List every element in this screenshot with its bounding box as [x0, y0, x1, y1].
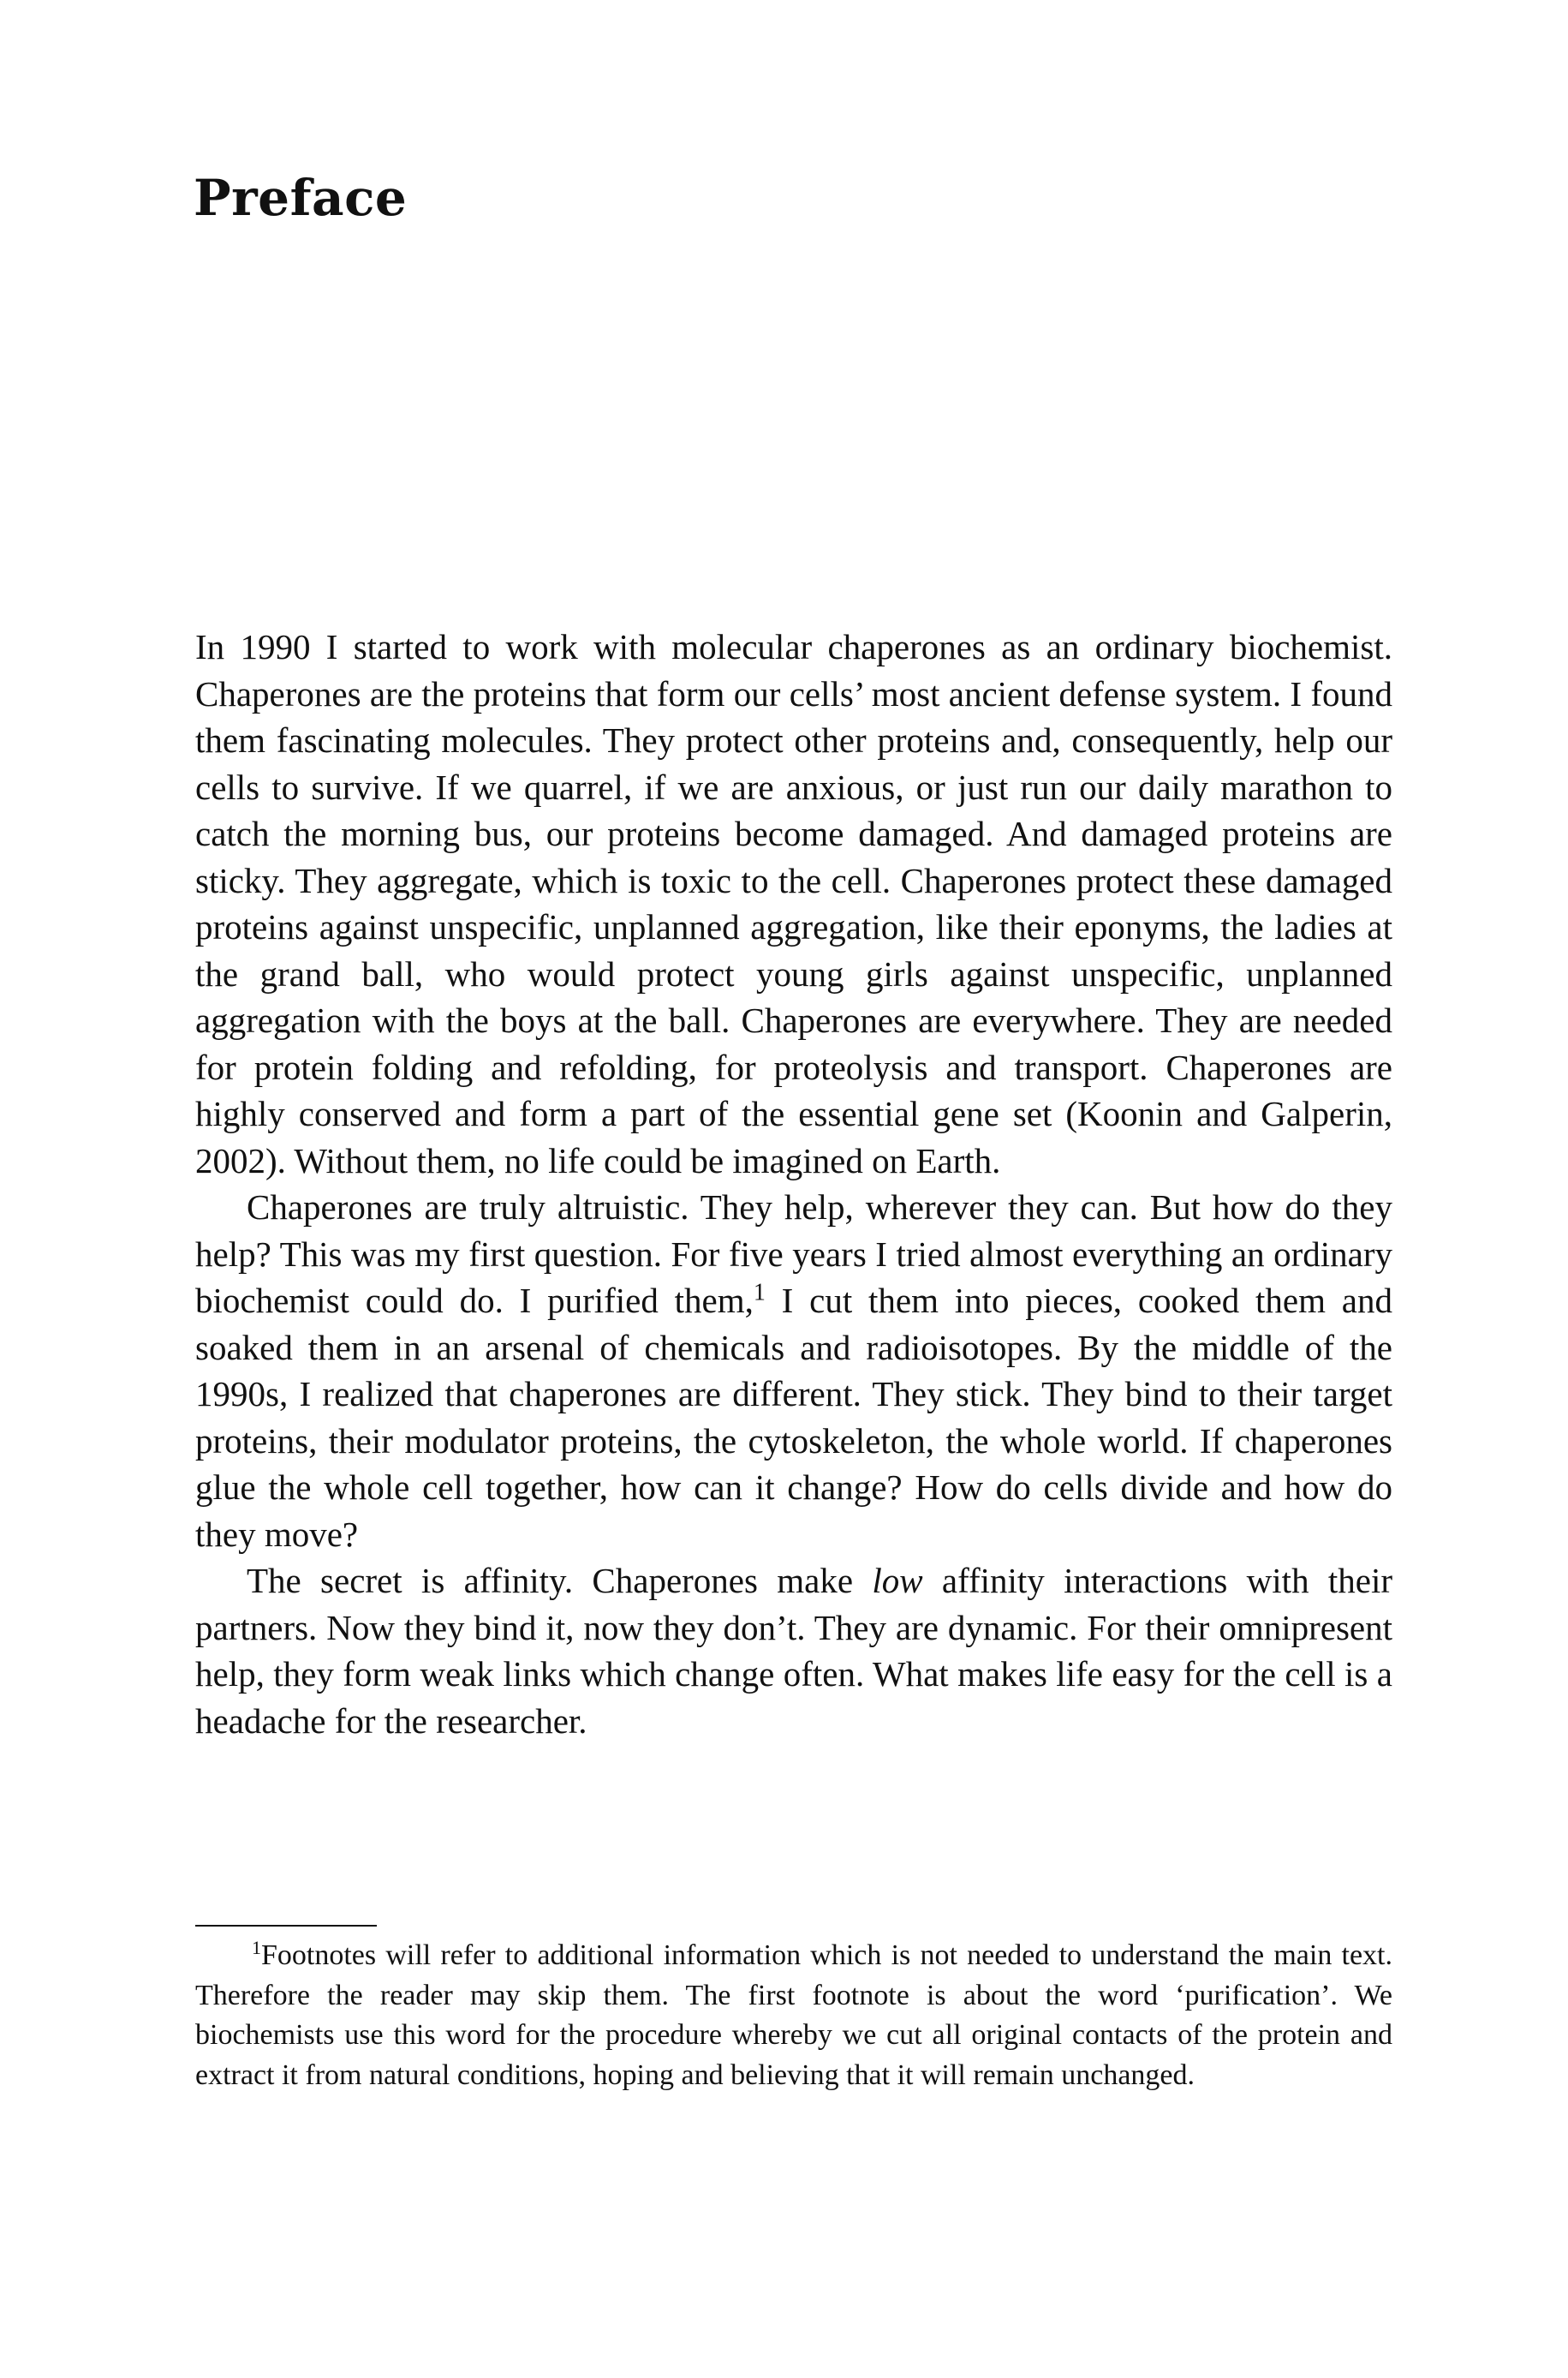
paragraph-2: [195, 1184, 1392, 1557]
paragraph-1: In 1990 I started to work with molecular chaperones as an ordinary biochemist. Chaperones are the proteins that form our cells’ most ancient defense system. I found them fascinating molecules. They protect other proteins and, consequently, help our cells to survive. If we quarrel, if we are anxious, or just run our daily marathon to catch the morning bus, our proteins become damaged. And damaged proteins are sticky. They aggregate, which is toxic to the cell. Chaperones protect these damaged proteins against unspecific, unplanned aggregation, like their eponyms, the ladies at the grand ball, who would protect young girls against unspecific, unplanned aggregation with the boys at the ball. Chaperones are everywhere. They are needed for protein folding and refolding, for proteolysis and transport. Chaperones are highly conserved and form a part of the essential gene set (Koonin and Galperin, 2002). Without them, no life could be imagined on Earth.: [195, 627, 1392, 1180]
footnote: [195, 1936, 1392, 2095]
paragraph-2-start: Chaperones are truly altruistic. They help, wherever they can. But how do they help? This was my first question. For five years I tried almost everything an ordinary biochemist could do. I purified them,: [195, 1187, 1392, 1320]
footnote-text: Footnotes will refer to additional information which is not needed to understand the main text. Therefore the reader may skip them. The first footnote is about the word ‘purification’. We biochemists use this word for the procedure whereby we cut all original contacts of the protein and extract it from natural conditions, hoping and believing that it will remain unchanged.: [195, 1939, 1392, 2091]
footnote-paragraph: 1Footnotes will refer to additional information which is not needed to understand the main text. Therefore the reader may skip them. The first footnote is about the word ‘purification’. We biochemists use this word for the procedure whereby we cut all original contacts of the protein and extract it from natural conditions, hoping and believing that it will remain unchanged.: [195, 1936, 1392, 2091]
paragraph-3-start: The secret is affinity. Chaperones make: [247, 1561, 873, 1600]
paragraph-3: [195, 1557, 1392, 1744]
paragraph-2-end: I cut them into pieces, cooked them and soaked them in an arsenal of chemicals and radioisotopes. By the middle of the 1990s, I realized that chaperones are different. They stick. They bind to their target proteins, their modulator proteins, the cytoskeleton, the whole world. If chaperones glue the whole cell together, how can it change? How do cells divide and how do they move?: [195, 1281, 1392, 1554]
emphasis-low: low: [872, 1561, 923, 1600]
footnote-reference[interactable]: 1: [753, 1279, 766, 1306]
page-title: Preface: [194, 169, 408, 227]
footnote-divider: [195, 1925, 377, 1927]
paragraph-3-end: affinity interactions with their partners. Now they bind it, now they don’t. They are dynamic. For their omnipresent help, they form weak links which change often. What makes life easy for the cell is a headache for the researcher.: [195, 1561, 1392, 1741]
body-text: [195, 624, 1392, 1744]
